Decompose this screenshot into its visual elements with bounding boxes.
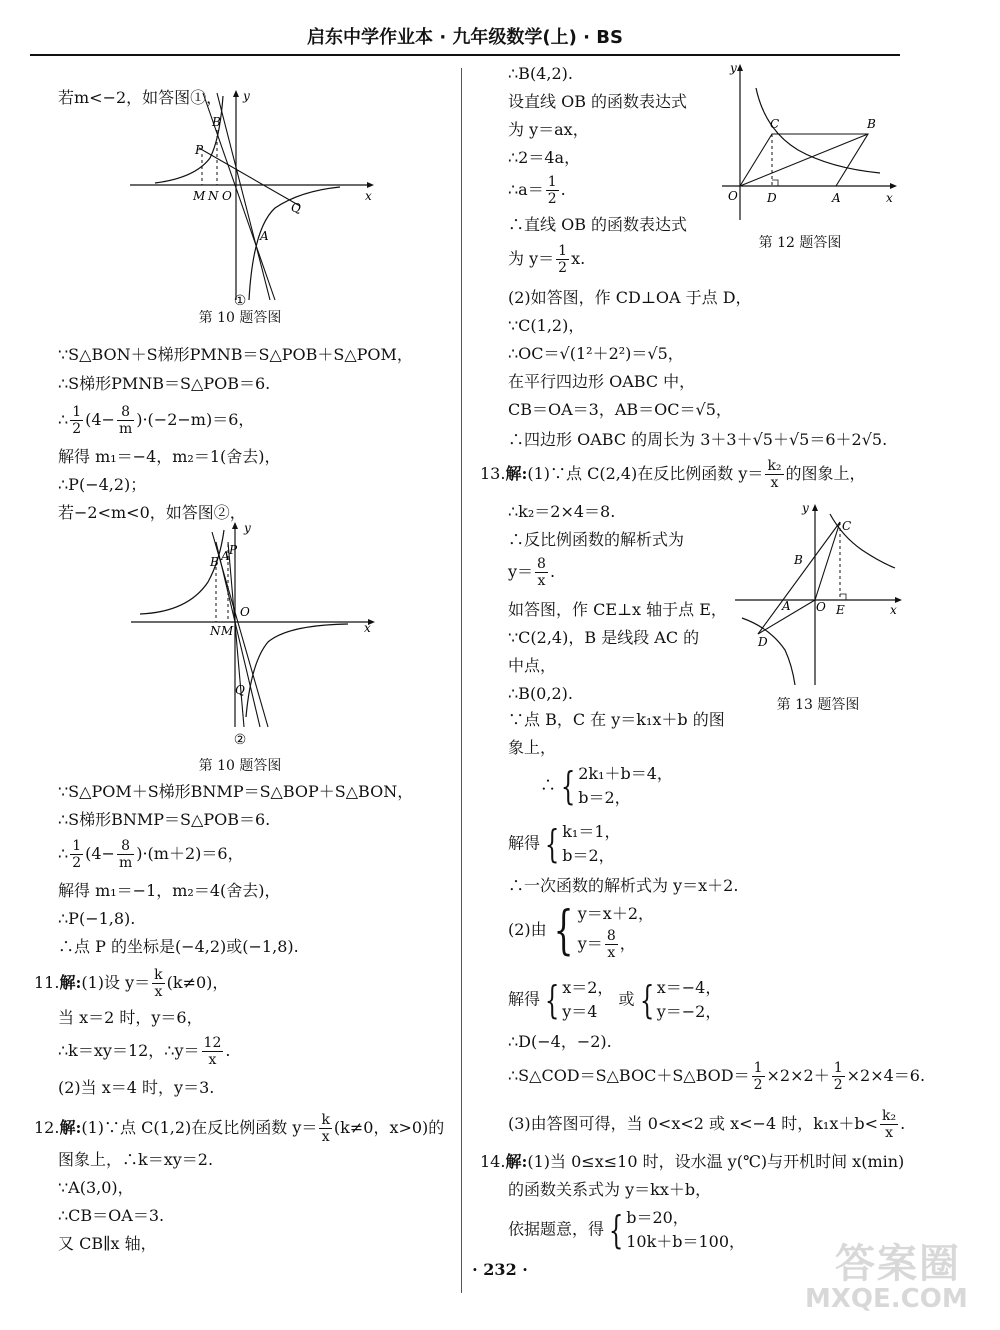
q13-point-d: ∴D(−4，−2). [508, 1032, 612, 1051]
q14-system: 依据题意，得 { b＝20， 10k＋b＝100， [508, 1208, 746, 1252]
fig13-label-a: A [782, 599, 791, 613]
q12-substitute: ∴2＝4a， [508, 148, 581, 167]
fig12-label-a: A [832, 191, 841, 205]
q12-point-a: ∵A(3,0)， [58, 1178, 134, 1197]
fig1-label-a: A [260, 229, 269, 243]
header-title: 启东中学作业本 · 九年级数学(上) · BS [307, 27, 623, 48]
q14-function-form: 的函数关系式为 y＝kx＋b， [508, 1180, 712, 1199]
q13-system-1: ∴ { 2k₁＋b＝4， b＝2， [540, 764, 673, 808]
q13-line-through-2: 象上， [508, 738, 557, 757]
fig1-label-o: O [222, 189, 232, 203]
q12-line-ob-result: ∴直线 OB 的函数表达式 [508, 215, 688, 234]
q13-linear-equation: ∴一次函数的解析式为 y＝x＋2. [508, 876, 739, 895]
case-1-intro: 若m<−2，如答图①， [58, 88, 223, 107]
fig13-label-b: B [794, 553, 803, 567]
fig1-label-p: P [195, 143, 204, 157]
case-1-solution: 解得 m₁＝−4，m₂＝1(舍去)， [58, 447, 281, 466]
figure-10-1-marker: ① [233, 293, 247, 309]
q13-point-b: ∴B(0,2). [508, 684, 573, 703]
q13-inverse-equation: y＝ $\frac{8}{x}$ . [508, 556, 556, 589]
fig12-label-o: O [728, 189, 738, 203]
fig2-label-q: Q [235, 683, 245, 697]
figure-10-1-caption: 第 10 题答图 [198, 310, 282, 326]
case-2-area-formula: ∴ $\frac{1}{2}$ (4− $\frac{8}{m}$ )·(m＋2)＝6， [58, 838, 244, 871]
page-number: · 232 · [472, 1260, 528, 1279]
fig1-label-b: B [212, 115, 221, 129]
figure-10-2-caption: 第 10 题答图 [198, 758, 282, 774]
q13-area: ∴S△COD＝S△BOC＋S△BOD＝ $\frac{1}{2}$ ×2×2＋ $\frac{1}{2}$ ×2×4＝6. [508, 1060, 926, 1093]
figure-12 [710, 60, 900, 225]
case-1-point-p: ∴P(−4,2)； [58, 475, 147, 494]
fig13-label-c: C [842, 519, 852, 533]
fig1-label-m: M [193, 189, 206, 203]
fig2-label-o: O [240, 605, 250, 619]
figure-12-caption: 第 12 题答图 [758, 235, 842, 251]
fig2-label-n: N [210, 624, 221, 638]
fig2-label-y: y [244, 522, 251, 535]
q11-given: 当 x＝2 时，y＝6， [58, 1008, 203, 1027]
q12-line-form: 为 y＝ax， [508, 120, 589, 139]
fig12-label-c: C [770, 117, 780, 131]
q12-oc-length: ∴OC＝√(1²＋2²)＝√5， [508, 344, 684, 363]
q14-part1: 14.解:(1)当 0≤x≤10 时，设水温 y(℃)与开机时间 x(min) [480, 1152, 905, 1171]
fig2-label-x: x [364, 621, 371, 635]
q13-line-through-1: ∵点 B，C 在 y＝k₁x＋b 的图 [508, 710, 725, 729]
q13-part3: (3)由答图可得，当 0<x<2 或 x<−4 时，k₁x＋b< $\frac{\text{k₂}}{x}$ . [508, 1108, 906, 1141]
q13-system-2: 解得 { k₁＝1， b＝2， [508, 822, 621, 866]
fig2-label-b: B [210, 555, 219, 569]
q13-part2-system: (2)由 { y＝x＋2， y＝ $\frac{8}{x}$ ， [508, 900, 655, 961]
case-2-solution: 解得 m₁＝−1，m₂＝4(舍去)， [58, 881, 281, 900]
q11-part2: (2)当 x＝4 时，y＝3. [58, 1078, 215, 1097]
fig13-label-o: O [816, 600, 826, 614]
fig12-label-b: B [867, 117, 876, 131]
q13-inverse-intro: ∴反比例函数的解析式为 [508, 530, 685, 549]
watermark-url: MXQE.COM [805, 1284, 968, 1314]
case-2-area-equation: ∵S△POM＋S梯形BNMP＝S△BOP＋S△BON， [58, 782, 414, 801]
fig12-label-x: x [886, 191, 893, 205]
q13-intersections: 解得 { x＝2， y＝4 或 { x＝−4， y＝−2， [508, 978, 722, 1022]
case-2-point-p: ∴P(−1,8). [58, 909, 136, 928]
fig12-label-y: y [730, 61, 737, 75]
q12-point-c: ∵C(1,2)， [508, 316, 585, 335]
q12-part1: 12.解:(1)∵点 C(1,2)在反比例函数 y＝ $\frac{k}{x}$ (k≠0，x>0)的 [34, 1112, 445, 1145]
q11-k-value: ∴k＝xy＝12，∴y＝ $\frac{12}{x}$ . [58, 1035, 231, 1068]
figure-13-caption: 第 13 题答图 [776, 697, 860, 713]
fig2-label-m: M [221, 624, 234, 638]
q12-part2: (2)如答图，作 CD⊥OA 于点 D， [508, 288, 752, 307]
fig13-label-d: D [758, 635, 768, 649]
fig1-label-x: x [365, 189, 372, 203]
case-2-trapezoid-area: ∴S梯形BNMP＝S△POB＝6. [58, 810, 271, 829]
q12-perimeter: ∴四边形 OABC 的周长为 3＋3＋√5＋√5＝6＋2√5. [508, 430, 888, 449]
q12-cb-length: ∴CB＝OA＝3. [58, 1206, 165, 1225]
case-1-area-formula: ∴ $\frac{1}{2}$ (4− $\frac{8}{m}$ )·(−2−m)＝6， [58, 404, 255, 437]
q13-midpoint-1: ∵C(2,4)，B 是线段 AC 的 [508, 628, 700, 647]
fig1-label-n: N [208, 189, 219, 203]
case-1-area-equation: ∵S△BON＋S梯形PMNB＝S△POB＋S△POM， [58, 345, 413, 364]
fig12-label-d: D [767, 191, 777, 205]
q11-part1: 11.解:(1)设 y＝ $\frac{k}{x}$ (k≠0)， [34, 967, 229, 1000]
q13-midpoint-2: 中点， [508, 656, 557, 675]
fig13-label-x: x [890, 603, 897, 617]
q12-line-ob-equation: 为 y＝ $\frac{1}{2}$ x. [508, 243, 586, 276]
watermark-logo: 答案圈 [835, 1241, 961, 1287]
fig13-label-e: E [836, 603, 845, 617]
q12-k-value: 图象上，∴k＝xy＝2. [58, 1150, 214, 1169]
q12-point-b: ∴B(4,2). [508, 64, 573, 83]
case-2-intro: 若−2<m<0，如答图②， [58, 503, 246, 522]
q12-parallel: 又 CB∥x 轴， [58, 1234, 157, 1253]
figure-10-2-marker: ② [233, 732, 247, 748]
q13-part1: 13.解:(1)∵点 C(2,4)在反比例函数 y＝ $\frac{\text{k₂}}{x}$ 的图象上， [480, 458, 866, 491]
q12-line-ob-setup: 设直线 OB 的函数表达式 [508, 92, 688, 111]
q13-k2-value: ∴k₂＝2×4＝8. [508, 502, 616, 521]
fig13-label-y: y [802, 501, 809, 515]
figure-13 [730, 500, 905, 690]
q12-a-value: ∴a＝ $\frac{1}{2}$ . [508, 174, 566, 207]
fig1-label-y: y [243, 89, 250, 103]
q12-sides: CB＝OA＝3，AB＝OC＝√5， [508, 400, 732, 419]
fig2-label-a: A [221, 549, 230, 563]
fig2-label-p: P [229, 543, 238, 557]
fig1-label-q: Q [291, 201, 301, 215]
q12-parallelogram: 在平行四边形 OABC 中， [508, 372, 696, 391]
q10-conclusion: ∴点 P 的坐标是(−4,2)或(−1,8). [58, 937, 299, 956]
case-1-trapezoid-area: ∴S梯形PMNB＝S△POB＝6. [58, 374, 271, 393]
q13-construct-ce: 如答图，作 CE⊥x 轴于点 E， [508, 600, 727, 619]
